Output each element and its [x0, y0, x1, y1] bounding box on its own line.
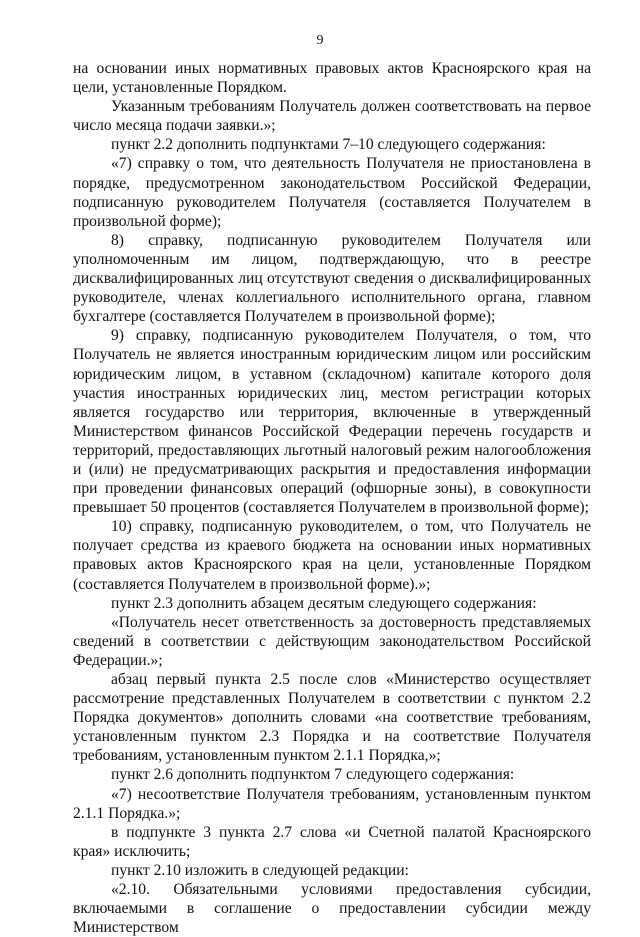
paragraph-subitem-10: 10) справку, подписанную руководителем, о том, что Получатель не получает средства из краевого бюджета на основании иных нормативных правовых актов Красноярского края на цели, установленные Порядком (составляется Получателем в произвольной форме).»;: [73, 518, 591, 593]
paragraph-item-2-10-text: «2.10. Обязательными условиями предоставления субсидии, включаемыми в соглашение о предоставлении субсидии между Министерством: [73, 881, 591, 937]
paragraph-item-2-10: пункт 2.10 изложить в следующей редакции:: [111, 861, 409, 879]
paragraph-subitem-7: «7) справку о том, что деятельность Получателя не приостановлена в порядке, предусмотренном законодательством Российской Федерации, подписанную руководителем Получателя (составляется Получателем в произвольной форме);: [73, 155, 591, 230]
paragraph-requirements-date: Указанным требованиям Получатель должен соответствовать на первое число месяца подачи заявки.»;: [73, 98, 591, 135]
paragraph-continuation: на основании иных нормативных правовых актов Красноярского края на цели, установленные Порядком.: [73, 60, 591, 97]
paragraph-responsibility: «Получатель несет ответственность за достоверность представляемых сведений в соответствии с действующим законодательством Российской Федерации.»;: [73, 613, 591, 669]
paragraph-item-2-3: пункт 2.3 дополнить абзацем десятым следующего содержания:: [111, 594, 537, 612]
paragraph-item-2-6: пункт 2.6 дополнить подпунктом 7 следующего содержания:: [111, 766, 515, 784]
page-number: 9: [316, 33, 324, 48]
paragraph-subitem-7-nonconformity: «7) несоответствие Получателя требованиям, установленным пунктом 2.1.1 Порядка.»;: [73, 785, 591, 822]
paragraph-subitem-8: 8) справку, подписанную руководителем Получателя или уполномоченным им лицом, подтверждающую, что в реестре дисквалифицированных лиц отсутствуют сведения о дисквалифицированных руководителе, членах коллегиального исполнительного органа, главном бухгалтере (составляется Получателем в произвольной форме);: [73, 231, 591, 326]
paragraph-subitem-9: 9) справку, подписанную руководителем Получателя, о том, что Получатель не является иностранным юридическим лицом или российским юридическим лицом, в уставном (складочном) капитале которого доля участия иностранных юридических лиц, местом регистрации которых является государство или территория, включенные в утвержденный Министерством финансов Российской Федерации перечень государств и территорий, предоставляющих льготный налоговый режим налогообложения и (или) не предусматривающих раскрытия и предоставления информации при проведении финансовых операций (офшорные зоны), в совокупности превышает 50 процентов (составляется Получателем в произвольной форме);: [73, 327, 591, 517]
paragraph-item-2-2: пункт 2.2 дополнить подпунктами 7–10 следующего содержания:: [111, 136, 546, 154]
document-body: [73, 59, 591, 937]
paragraph-item-2-7: в подпункте 3 пункта 2.7 слова «и Счетной палатой Красноярского края» исключить;: [73, 823, 591, 860]
paragraph-item-2-5: абзац первый пункта 2.5 после слов «Министерство осуществляет рассмотрение представленных Получателем в соответствии с пунктом 2.2 Порядка документов» дополнить словами «на соответствие требованиям, установленным пунктом 2.3 Порядка и на соответствие Получателя требованиям, установленным пунктом 2.1.1 Порядка,»;: [73, 671, 591, 765]
